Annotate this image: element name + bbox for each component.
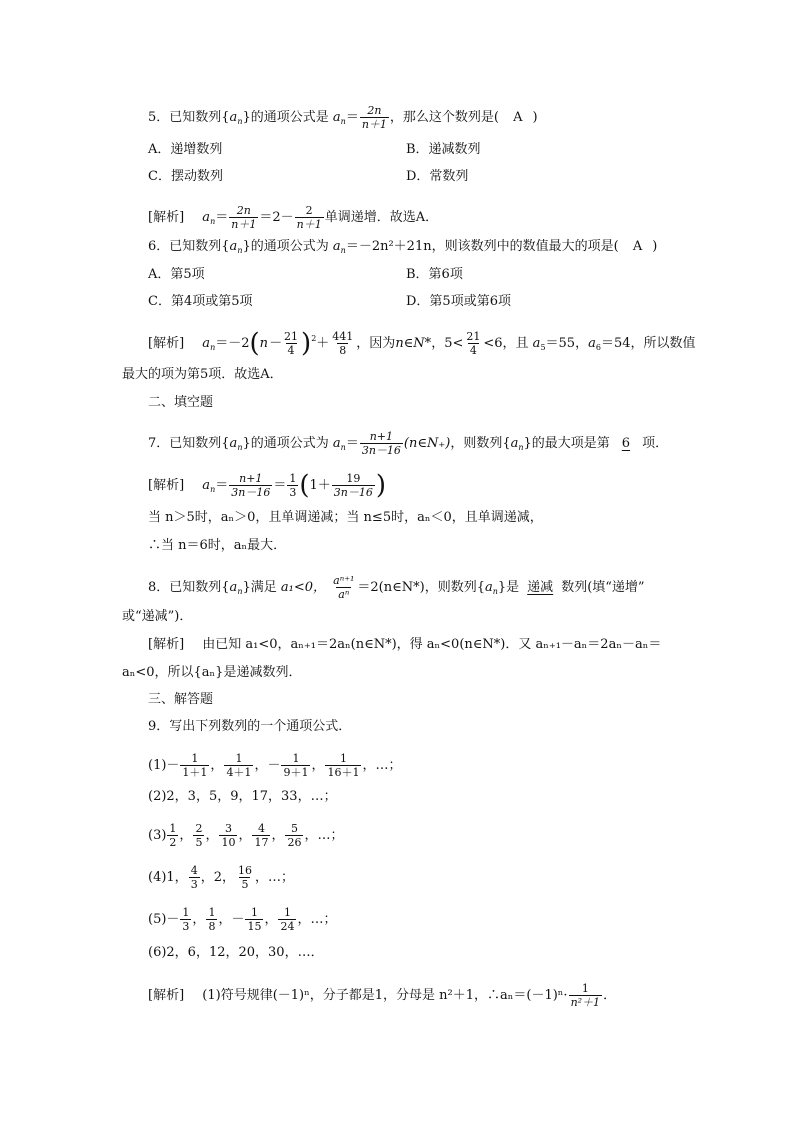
q7-an-a: a (202, 478, 211, 493)
q5-option-b: B．递减数列 (406, 142, 481, 157)
q6-frac1-den: 4 (287, 344, 295, 357)
q6-square: 2 (311, 334, 317, 343)
q9-s3-term-2 (193, 822, 204, 849)
q8-text-e: 数列(填“递增” (561, 580, 645, 595)
q9-s5-term-3 (245, 906, 263, 933)
q9-s1-sep-3: ， (311, 758, 325, 773)
q6-var-a: a (229, 239, 238, 254)
q6-var-a2: a (332, 239, 341, 254)
q6-sub-n2: n (340, 246, 346, 255)
q6-frac2-num: 441 (332, 330, 354, 343)
q7-text-e: 项． (642, 436, 669, 451)
q5-an-frac2-num: 2 (305, 204, 313, 217)
q6-frac3 (464, 330, 482, 357)
q5-an-post: 单调递增．故选A． (324, 210, 439, 225)
q9-s1-label: (1)－ (148, 758, 180, 773)
q5-an-eq: ＝ (215, 210, 229, 225)
q9-s5-end: ，…； (297, 912, 337, 927)
q9-s5-t4-den: 24 (280, 920, 295, 933)
q9-analysis-num: 1 (581, 982, 589, 995)
q7-sub-n2: n (340, 443, 346, 452)
q5-an-frac1-den: n＋1 (231, 218, 257, 231)
q9-sub-1 (148, 752, 401, 779)
q6-option-c: C．第4项或第5项 (148, 294, 253, 309)
q9-s1-sep-1: ， (210, 758, 224, 773)
q6-option-d: D．第5项或第6项 (406, 294, 511, 309)
q9-s4-f2-num: 16 (237, 864, 252, 877)
q8-answer: 递减 (527, 580, 554, 595)
q9-s1-end: ，…； (362, 758, 402, 773)
q7-frac2-den: 3n－16 (333, 486, 373, 499)
q6-option-b: B．第6项 (406, 267, 463, 282)
q8-var-a: a (229, 580, 238, 595)
q5-an-frac1 (229, 204, 258, 231)
q9-s4-label: (4)1， (148, 870, 188, 885)
q5-an-a: a (202, 210, 211, 225)
q7-analysis-line3: ∴当 n＝6时，aₙ最大． (148, 538, 287, 553)
q6-paren-right: ) (301, 328, 312, 359)
q5-answer: A (513, 110, 523, 125)
q9-s5-t3-num: 1 (250, 906, 258, 919)
q9-s3-t3-num: 3 (224, 822, 232, 835)
q8-sub-n2: n (492, 587, 498, 596)
q9-s4-frac-2 (236, 864, 254, 891)
q5-fraction (360, 104, 389, 131)
question-7-stem (148, 430, 668, 457)
q9-s4-f1-num: 4 (190, 864, 198, 877)
q7-text-b: }的通项公式为 (242, 436, 329, 451)
q6-formula: ＝－2n²＋21n (345, 239, 432, 254)
q9-s1-t2-num: 1 (235, 752, 243, 765)
q9-s3-t1-num: 1 (169, 822, 177, 835)
q6-an-d: <6，且 (483, 336, 529, 351)
q5-text-c: ，那么这个数列是( (389, 110, 499, 125)
q9-sub-3: (3) $\frac{1}{2}$ ， $\frac{2}{5}$ ， $\frac{3}{10}$ ， $\frac{4}{17}$ ， $\frac{5}{26}$ ，…； (148, 822, 344, 849)
q5-an-sub: n (210, 217, 216, 226)
q7-an-frac2 (332, 472, 375, 499)
q9-s5-sep-1: ， (192, 912, 206, 927)
q7-third-num: 1 (289, 472, 297, 485)
q9-s3-t5-den: 26 (287, 836, 302, 849)
q7-var-a2: a (332, 436, 341, 451)
q8-text-a: 8．已知数列{ (148, 580, 230, 595)
q5-sub-n: n (237, 117, 243, 126)
section-fill-in-title: 二、填空题 (148, 395, 214, 410)
q9-s3-t2-num: 2 (195, 822, 203, 835)
q5-close: ) (532, 110, 538, 125)
q9-s1-t3-den: 9＋1 (283, 766, 309, 779)
q7-frac-den: 3n－16 (361, 444, 401, 457)
q9-analysis-frac (569, 982, 603, 1009)
q9-analysis-text: (1)符号规律(－1)ⁿ，分子都是1，分母是 n²＋1，∴aₙ＝(－1)ⁿ· (202, 988, 568, 1003)
q6-text-a: 6．已知数列{ (148, 239, 230, 254)
q9-sub-4 (148, 864, 294, 891)
q7-text-c: ，则数列{ (450, 436, 511, 451)
q6-paren-left: ( (249, 328, 260, 359)
q6-text-c: ，则该数列中的数值最大的项是( (431, 239, 619, 254)
q9-s1-term-2 (224, 752, 253, 779)
q9-s5-t3-den: 15 (247, 920, 262, 933)
q7-cond: (n∈N₊) (403, 436, 451, 451)
question-6-stem (148, 238, 657, 260)
q6-an-c: ，5< (431, 336, 464, 351)
q5-sub-n2: n (340, 117, 346, 126)
q6-an-sub: n (210, 343, 216, 352)
q9-sub-2: (2)2，3，5，9，17，33，…； (148, 789, 337, 804)
q5-an-mid: ＝2－ (259, 210, 294, 225)
q7-an-eq2: ＝ (273, 478, 287, 493)
q5-option-d: D．常数列 (406, 169, 469, 184)
q9-sub-5 (148, 906, 336, 933)
question-8-stem (148, 574, 645, 601)
q5-option-a: A．递增数列 (148, 142, 223, 157)
q7-fraction (360, 430, 403, 457)
q6-an-a-text: ＝－2 (215, 336, 250, 351)
q5-analysis (148, 204, 438, 231)
q8-analysis-label: [解析] (148, 637, 185, 652)
q5-text-b: }的通项公式是 (242, 110, 329, 125)
q9-s1-term-3 (281, 752, 310, 779)
q6-an-b: ，因为 (356, 336, 396, 351)
q9-s3-end: ，…； (304, 828, 344, 843)
q9-analysis (148, 982, 616, 1009)
q6-analysis-label: [解析] (148, 336, 185, 351)
q7-sub-n: n (237, 443, 243, 452)
q7-an-third (287, 472, 298, 499)
q9-s3-t4-num: 4 (257, 822, 265, 835)
q9-s3-term-1 (167, 822, 178, 849)
q9-s5-sep-3: ， (264, 912, 278, 927)
q6-analysis: [解析] $a_n=-2(n-$ $\frac{21}{4}$ )$^2$＋ $\frac{441}{8}$ ，因为n∈N*，5< $\frac{21}{4}$ <6，且 $a_5=55$，$a_6=54$，所以数值 (148, 328, 696, 359)
q9-s1-t1-num: 1 (191, 752, 199, 765)
q5-text-a: 5．已知数列{ (148, 110, 230, 125)
q9-s5-t2-num: 1 (208, 906, 216, 919)
q7-an-sub: n (210, 485, 216, 494)
q9-s3-term-5 (285, 822, 303, 849)
q8-text-d: }是 (497, 580, 520, 595)
section-answer-title: 三、解答题 (148, 692, 214, 707)
q9-analysis-end: ． (603, 988, 617, 1003)
q9-analysis-den: n²＋1 (570, 996, 601, 1009)
q6-text-b: }的通项公式为 (242, 239, 329, 254)
q8-analysis (148, 636, 661, 654)
q7-sub-n3: n (518, 443, 524, 452)
q7-an-eq: ＝ (215, 478, 229, 493)
q9-s3-t4-den: 17 (254, 836, 269, 849)
q9-s3-label: (3) (148, 828, 167, 843)
q6-answer: A (632, 239, 643, 254)
q8-text-c: ＝2(n∈N*)，则数列{ (357, 580, 485, 595)
q5-an-frac2 (295, 204, 324, 231)
q9-s5-t1-num: 1 (182, 906, 190, 919)
q9-s4-mid: ，2， (200, 870, 235, 885)
q9-s3-term-4 (252, 822, 270, 849)
q9-s1-term-4 (325, 752, 361, 779)
q7-an-frac1-num: n+1 (239, 472, 263, 485)
q7-an-frac1-den: 3n－16 (231, 486, 271, 499)
question-5-stem (148, 104, 538, 131)
q7-text-d: }的最大项是第 (523, 436, 610, 451)
q5-frac-num: 2n (367, 104, 382, 117)
q5-option-c: C．摆动数列 (148, 169, 223, 184)
q7-var-a: a (229, 436, 238, 451)
q6-analysis-line2: 最大的项为第5项．故选A． (122, 367, 283, 382)
q6-frac1-num: 21 (284, 330, 299, 343)
q9-s1-sep-2: ，－ (254, 758, 281, 773)
q6-sub-n: n (237, 246, 243, 255)
q9-s4-end: ，…； (254, 870, 294, 885)
q8-frac-den: aⁿ (338, 588, 350, 601)
q6-frac2-den: 8 (339, 344, 347, 357)
q7-third-den: 3 (289, 486, 297, 499)
q9-s5-t4-num: 1 (283, 906, 291, 919)
q9-s5-term-2 (206, 906, 217, 933)
q7-var-a3: a (510, 436, 519, 451)
q6-a5: ＝55， (545, 336, 589, 351)
q9-s1-t4-num: 1 (339, 752, 347, 765)
q6-nin: n∈N* (395, 336, 432, 351)
q9-s1-t1-den: 1＋1 (182, 766, 208, 779)
q9-s3-t3-den: 10 (221, 836, 236, 849)
q6-frac2 (330, 330, 355, 357)
q9-s4-f2-den: 5 (241, 878, 249, 891)
q7-analysis (148, 472, 386, 499)
q9-s1-t3-num: 1 (292, 752, 300, 765)
q9-s4-frac-1 (189, 864, 200, 891)
q8-var-a2: a (484, 580, 493, 595)
q5-var-a2: a (332, 110, 341, 125)
q9-sub-6: (6)2，6，12，20，30，…． (148, 945, 324, 960)
q5-var-a: a (229, 110, 238, 125)
q9-s3-t5-num: 5 (290, 822, 298, 835)
q9-s5-label: (5)－ (148, 912, 180, 927)
q5-an-frac1-num: 2n (236, 204, 251, 217)
q9-s5-sep-2: ，－ (218, 912, 245, 927)
q9-s3-t1-den: 2 (169, 836, 177, 849)
q8-sub-n: n (237, 587, 243, 596)
q9-s5-t2-den: 8 (208, 920, 216, 933)
question-9-stem: 9．写出下列数列的一个通项公式． (148, 719, 352, 734)
q7-answer: 6 (621, 436, 631, 451)
q7-eq: ＝ (345, 436, 359, 451)
q8-stem-line2: 或“递减”)． (122, 609, 193, 624)
q6-frac1 (282, 330, 300, 357)
q7-frac2-num: 19 (346, 472, 361, 485)
q8-analysis-line2: aₙ<0，所以{aₙ}是递减数列． (122, 665, 302, 680)
q6-a6: ＝54，所以数值 (600, 336, 696, 351)
q8-frac-num: aⁿ⁺¹ (333, 574, 355, 587)
q9-s1-t2-den: 4＋1 (226, 766, 252, 779)
q6-close: ) (652, 239, 658, 254)
q6-frac3-num: 21 (466, 330, 481, 343)
q9-analysis-label: [解析] (148, 988, 185, 1003)
q9-s5-term-1 (180, 906, 191, 933)
q7-paren-left: ( (299, 470, 310, 501)
q9-s4-f1-den: 3 (190, 878, 198, 891)
q6-plus: ＋ (316, 336, 330, 351)
q9-s1-term-1 (180, 752, 209, 779)
q5-frac-den: n＋1 (361, 118, 387, 131)
q7-paren-right: ) (375, 470, 387, 501)
q8-fraction (331, 574, 356, 601)
q8-text-b: }满足 (242, 580, 277, 595)
q6-an-n: n－ (259, 336, 282, 351)
q7-analysis-line2: 当 n＞5时，aₙ＞0，且单调递减；当 n≤5时，aₙ＜0，且单调递减， (148, 510, 543, 525)
q9-s1-t4-den: 16＋1 (327, 766, 360, 779)
q8-analysis-text: 由已知 a₁<0，aₙ₊₁＝2aₙ(n∈N*)，得 aₙ<0(n∈N*)．又 aₙ₊₁－aₙ＝2aₙ－aₙ＝ (202, 637, 662, 652)
q7-frac-num: n+1 (369, 430, 394, 443)
q8-a1: a₁<0， (280, 580, 327, 595)
q5-an-frac2-den: n＋1 (296, 218, 322, 231)
q7-analysis-label: [解析] (148, 478, 185, 493)
q6-option-a: A．第5项 (148, 267, 205, 282)
q5-analysis-label: [解析] (148, 210, 185, 225)
q9-s3-t2-den: 5 (195, 836, 203, 849)
q6-an-a: a (202, 336, 211, 351)
q7-text-a: 7．已知数列{ (148, 436, 230, 451)
q6-frac3-den: 4 (469, 344, 477, 357)
q9-s3-term-3 (219, 822, 237, 849)
q9-s5-t1-den: 3 (182, 920, 190, 933)
q7-an-frac1 (229, 472, 272, 499)
q5-eq: ＝ (345, 110, 359, 125)
q7-one-plus: 1＋ (309, 478, 331, 493)
q9-s5-term-4 (278, 906, 296, 933)
